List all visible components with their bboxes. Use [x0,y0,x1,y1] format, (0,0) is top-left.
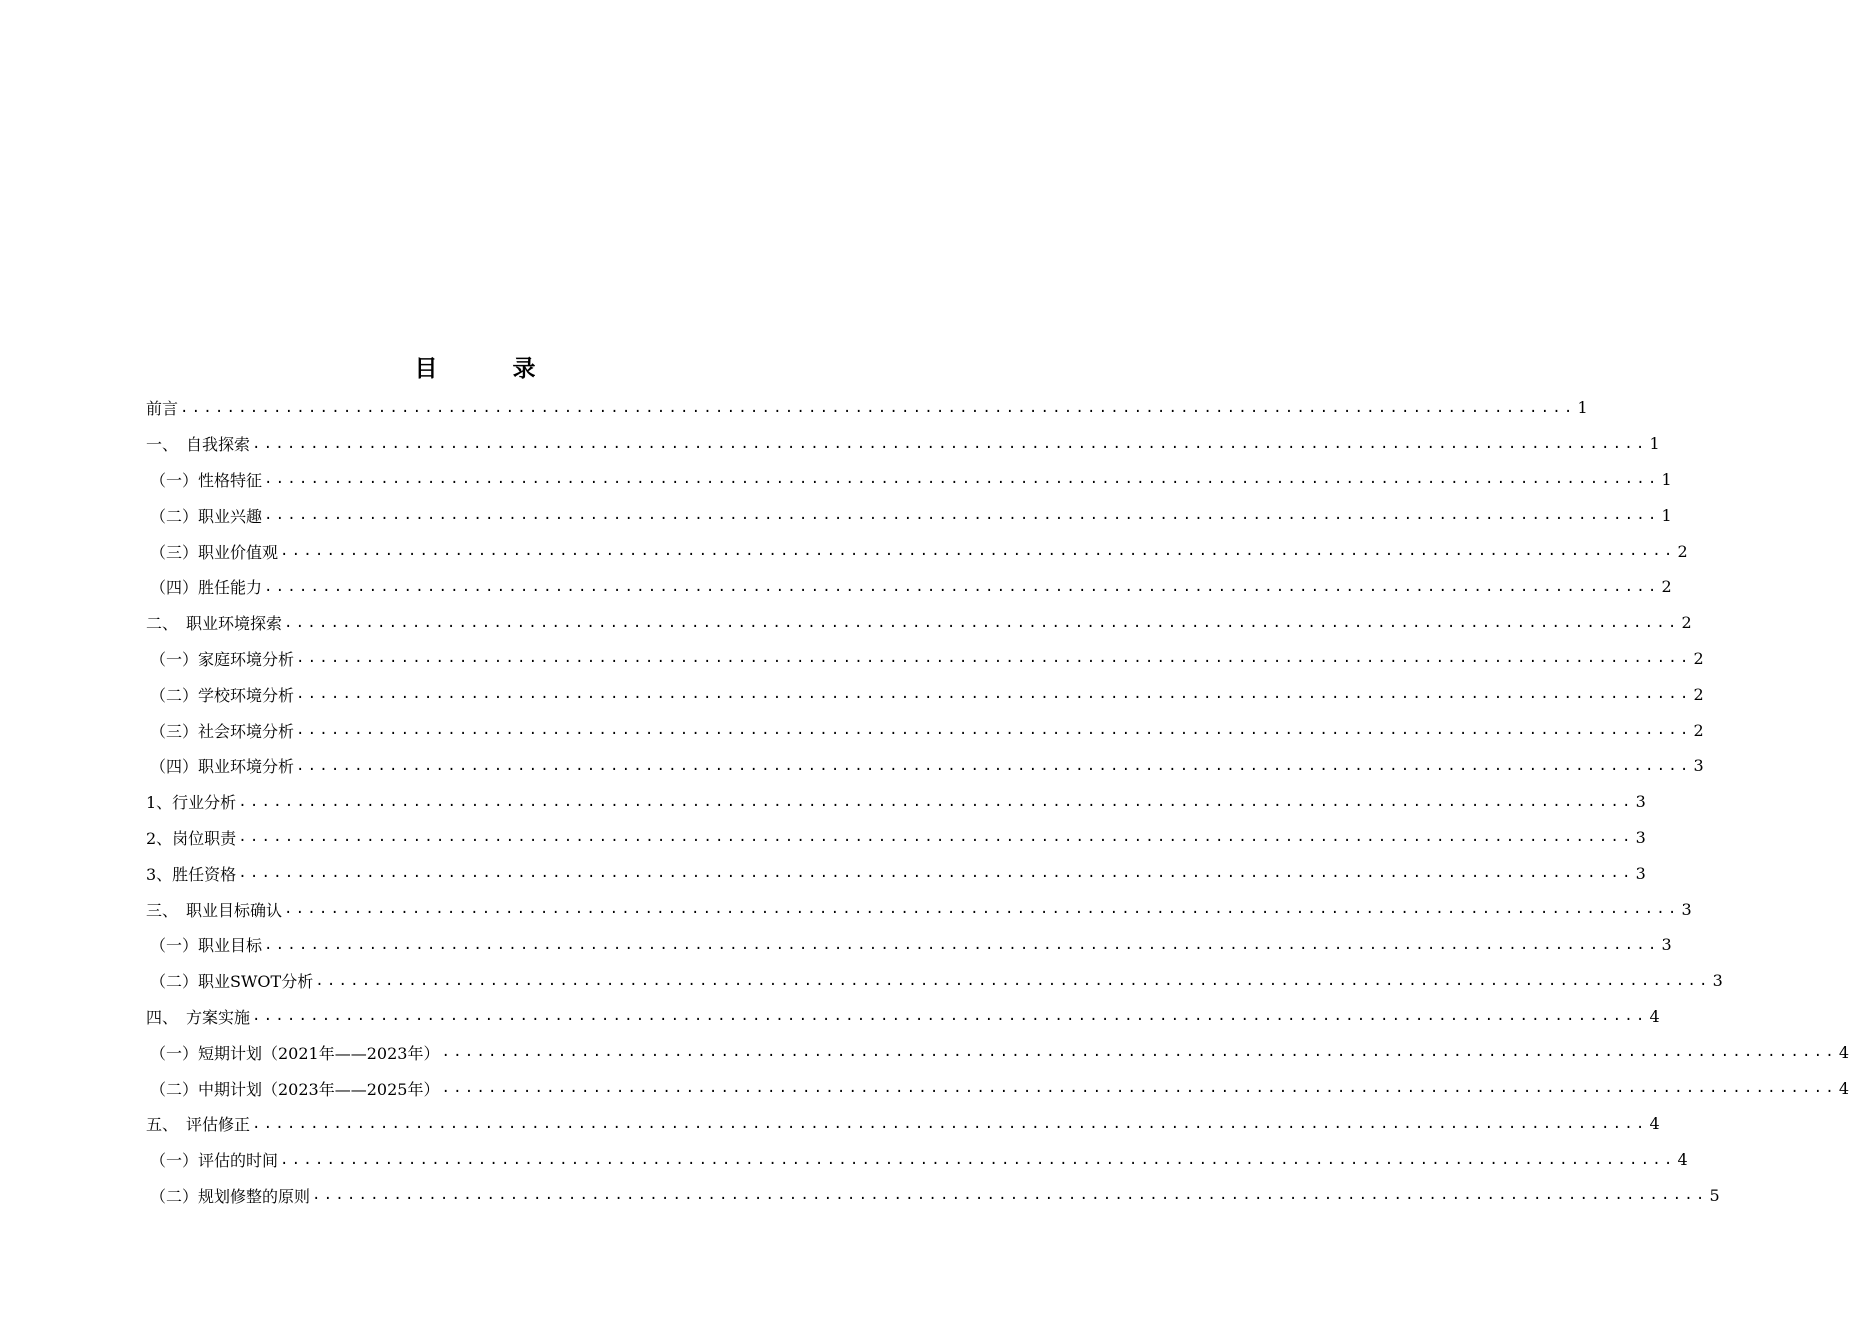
toc-page-number: 2 [1661,577,1672,597]
toc-entry-text: （二）职业兴趣 [150,506,263,526]
toc-entry[interactable] [146,820,1646,856]
toc-entry[interactable] [146,1178,1720,1214]
toc-entry-text: （二）职业SWOT分析 [150,972,314,992]
toc-entry-text: 二、 职业环境探索 [146,614,283,634]
toc-entry-text: （二）规划修整的原则 [150,1186,311,1206]
toc-entry[interactable] [146,1142,1688,1178]
toc-page-number: 4 [1838,1078,1849,1098]
toc-entry-text: 前言 [146,399,179,419]
toc-page-number: 5 [1709,1185,1720,1205]
toc-leader-dots: ........................................................................................................................ [284,614,1680,631]
toc-leader-dots: ........................................................................................................................ [252,435,1648,452]
toc-page-number: 3 [1635,863,1646,883]
toc-entry[interactable] [146,1034,1849,1070]
toc-page-number: 3 [1661,935,1672,955]
toc-entry[interactable] [146,712,1704,748]
toc-leader-dots: ........................................................................................................................ [252,1008,1648,1025]
toc-entry-text: （四）职业环境分析 [150,757,295,777]
toc-page-number: 4 [1649,1006,1660,1026]
toc-entry[interactable] [146,533,1688,569]
toc-leader-dots: ........................................................................................................................ [296,757,1692,774]
toc-page-number: 2 [1681,613,1692,633]
toc-entry-text: 1、行业分析 [146,793,237,813]
toc-entry-text: （四）胜任能力 [150,578,263,598]
toc-leader-dots: ........................................................................................................................ [315,972,1711,989]
toc-entry-text: （一）短期计划（2021年——2023年） [150,1043,440,1063]
toc-entry-text: （一）评估的时间 [150,1151,279,1171]
toc-entry-text: （二）学校环境分析 [150,685,295,705]
toc-entry[interactable] [146,676,1704,712]
toc-entry-text: （三）职业价值观 [150,542,279,562]
toc-entry[interactable] [146,855,1646,891]
toc-entry[interactable] [146,426,1660,462]
toc-entry-text: 一、 自我探索 [146,435,251,455]
toc-entry-text: 五、 评估修正 [146,1115,251,1135]
toc-entry[interactable] [146,641,1704,677]
toc-page-number: 3 [1681,899,1692,919]
toc-leader-dots: ........................................................................................................................ [264,471,1660,488]
toc-leader-dots: ........................................................................................................................ [280,1151,1676,1168]
toc-leader-dots: ........................................................................................................................ [280,543,1676,560]
toc-title: 目 录 [414,356,562,382]
toc-entry[interactable] [146,462,1672,498]
toc-entry-text: （一）性格特征 [150,470,263,490]
toc-leader-dots: ........................................................................................................................ [252,1115,1648,1132]
toc-leader-dots: ........................................................................................................................ [264,578,1660,595]
toc-leader-dots: ........................................................................................................................ [441,1080,1837,1097]
toc-entry[interactable] [146,605,1692,641]
toc-entry-text: 三、 职业目标确认 [146,900,283,920]
toc-entry[interactable] [146,748,1704,784]
toc-entry[interactable] [146,569,1672,605]
toc-entry[interactable] [146,927,1672,963]
toc-entry-text: （一）家庭环境分析 [150,649,295,669]
toc-leader-dots: ........................................................................................................................ [264,507,1660,524]
toc-entry-text: （一）职业目标 [150,936,263,956]
toc-entry-text: 2、岗位职责 [146,828,237,848]
toc-leader-dots: ........................................................................................................................ [296,686,1692,703]
toc-page-number: 2 [1693,720,1704,740]
toc-entry[interactable] [146,1070,1849,1106]
toc-leader-dots: ........................................................................................................................ [284,901,1680,918]
toc-leader-dots: ........................................................................................................................ [296,722,1692,739]
toc-page-number: 2 [1693,684,1704,704]
toc-entry[interactable] [146,999,1660,1035]
toc-page-number: 2 [1677,541,1688,561]
toc-entry[interactable] [146,963,1723,999]
toc-page-number: 1 [1649,434,1660,454]
toc-entry-text: 四、 方案实施 [146,1007,251,1027]
toc-page-number: 3 [1635,792,1646,812]
toc-list [146,390,1849,1213]
toc-leader-dots: ........................................................................................................................ [238,865,1634,882]
toc-page-number: 4 [1838,1042,1849,1062]
toc-leader-dots: ........................................................................................................................ [296,650,1692,667]
toc-entry[interactable] [146,784,1646,820]
toc-page-number: 1 [1661,505,1672,525]
toc-leader-dots: ........................................................................................................................ [180,399,1576,416]
toc-entry[interactable] [146,891,1692,927]
toc-page-number: 4 [1677,1150,1688,1170]
toc-entry[interactable] [146,1106,1660,1142]
toc-page-number: 3 [1693,756,1704,776]
toc-entry-text: （三）社会环境分析 [150,721,295,741]
toc-page-number: 4 [1649,1114,1660,1134]
toc-page-number: 1 [1577,398,1588,418]
toc-leader-dots: ........................................................................................................................ [238,793,1634,810]
toc-page-number: 3 [1712,971,1723,991]
toc-leader-dots: ........................................................................................................................ [441,1044,1837,1061]
toc-leader-dots: ........................................................................................................................ [312,1187,1708,1204]
toc-entry-text: 3、胜任资格 [146,864,237,884]
toc-page-number: 1 [1661,469,1672,489]
toc-entry[interactable] [146,390,1588,426]
toc-leader-dots: ........................................................................................................................ [264,936,1660,953]
toc-leader-dots: ........................................................................................................................ [238,829,1634,846]
toc-entry[interactable] [146,497,1672,533]
toc-page-number: 2 [1693,648,1704,668]
toc-entry-text: （二）中期计划（2023年——2025年） [150,1079,440,1099]
toc-page-number: 3 [1635,827,1646,847]
